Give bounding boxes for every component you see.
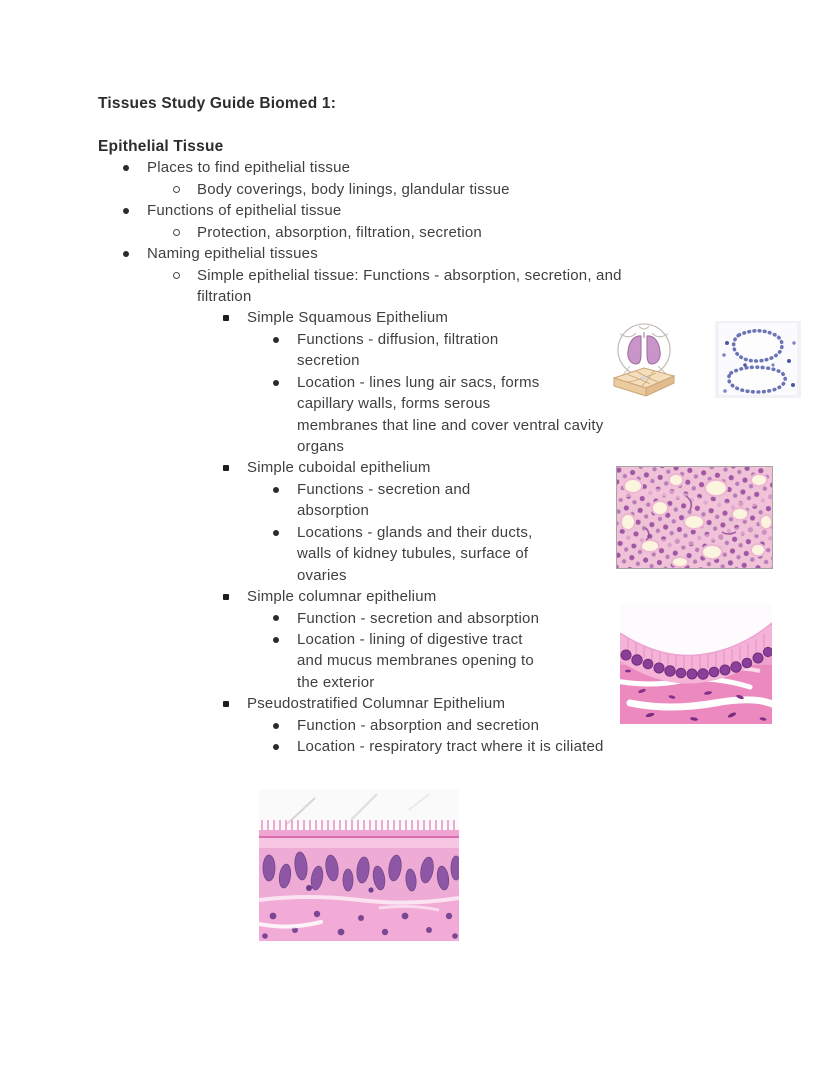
list-item-text: Protection, absorption, filtration, secretion [197,223,482,241]
list-item-text: Location - respiratory tract where it is ciliated [297,738,604,756]
blank-line [0,114,828,135]
list-item-continuation [0,350,828,371]
bullet-disc-icon [273,744,279,750]
list-item-text: Simple columnar epithelium [247,588,437,606]
list-item-text: Simple Squamous Epithelium [247,309,449,327]
list-item-text: membranes that line and cover ventral cavity [297,416,604,434]
pseudostratified-columnar-micrograph [259,790,459,941]
list-item-text: Simple cuboidal epithelium [247,459,431,477]
list-item-continuation [0,393,828,414]
bullet-disc-icon [123,208,129,214]
list-item-text: organs [297,438,345,456]
list-item-text: Functions - secretion and [297,480,471,498]
lung-squamous-illustration [606,320,682,402]
list-item-text: Places to find epithelial tissue [147,159,351,177]
bullet-square-icon [223,315,229,321]
bullet-disc-icon [273,637,279,643]
bullet-disc-icon [273,530,279,536]
list-item-text: Location - lining of digestive tract [297,630,523,648]
list-item-continuation [0,436,828,457]
bullet-disc-icon [123,165,129,171]
list-item-text: the exterior [297,673,375,691]
list-item-text: Locations - glands and their ducts, [297,523,533,541]
list-item [0,243,828,264]
list-item [0,200,828,221]
list-item-text: secretion [297,352,360,370]
list-item [0,157,828,178]
bullet-circle-icon [173,186,180,193]
list-item-continuation [0,286,828,307]
bullet-disc-icon [273,615,279,621]
list-item-text: Body coverings, body linings, glandular tissue [197,180,510,198]
list-item-text: Functions - diffusion, filtration [297,330,499,348]
list-item [0,222,828,243]
list-item-text: absorption [297,502,370,520]
list-item [0,265,828,286]
list-item-text: and mucus membranes opening to [297,652,534,670]
bullet-disc-icon [273,487,279,493]
list-item-text: Naming epithelial tissues [147,245,318,263]
bullet-square-icon [223,594,229,600]
list-item-text: Simple epithelial tissue: Functions - absorption, secretion, and [197,266,622,284]
bullet-circle-icon [173,272,180,279]
simple-squamous-micrograph [715,321,801,398]
section-heading: Epithelial Tissue [98,137,224,155]
simple-cuboidal-micrograph [616,466,773,569]
doc-title: Tissues Study Guide Biomed 1: [98,95,337,112]
list-item-text: Pseudostratified Columnar Epithelium [247,695,506,713]
list-item-text: Function - absorption and secretion [297,716,540,734]
list-item-text: Functions of epithelial tissue [147,202,342,220]
list-item-text: Location - lines lung air sacs, forms [297,373,540,391]
bullet-disc-icon [273,380,279,386]
list-item-text: walls of kidney tubules, surface of [297,545,529,563]
bullet-square-icon [223,465,229,471]
bullet-circle-icon [173,229,180,236]
simple-columnar-micrograph [620,603,772,724]
list-item-text: ovaries [297,566,347,584]
list-item [0,329,828,350]
bullet-disc-icon [273,337,279,343]
list-item [0,179,828,200]
list-item-text: capillary walls, forms serous [297,395,491,413]
list-item-continuation [0,415,828,436]
list-item [0,736,828,757]
bullet-square-icon [223,701,229,707]
list-item [0,307,828,328]
list-item-text: Function - secretion and absorption [297,609,540,627]
list-item [0,372,828,393]
bullet-disc-icon [273,723,279,729]
bullet-disc-icon [123,251,129,257]
list-item-text: filtration [197,287,252,305]
